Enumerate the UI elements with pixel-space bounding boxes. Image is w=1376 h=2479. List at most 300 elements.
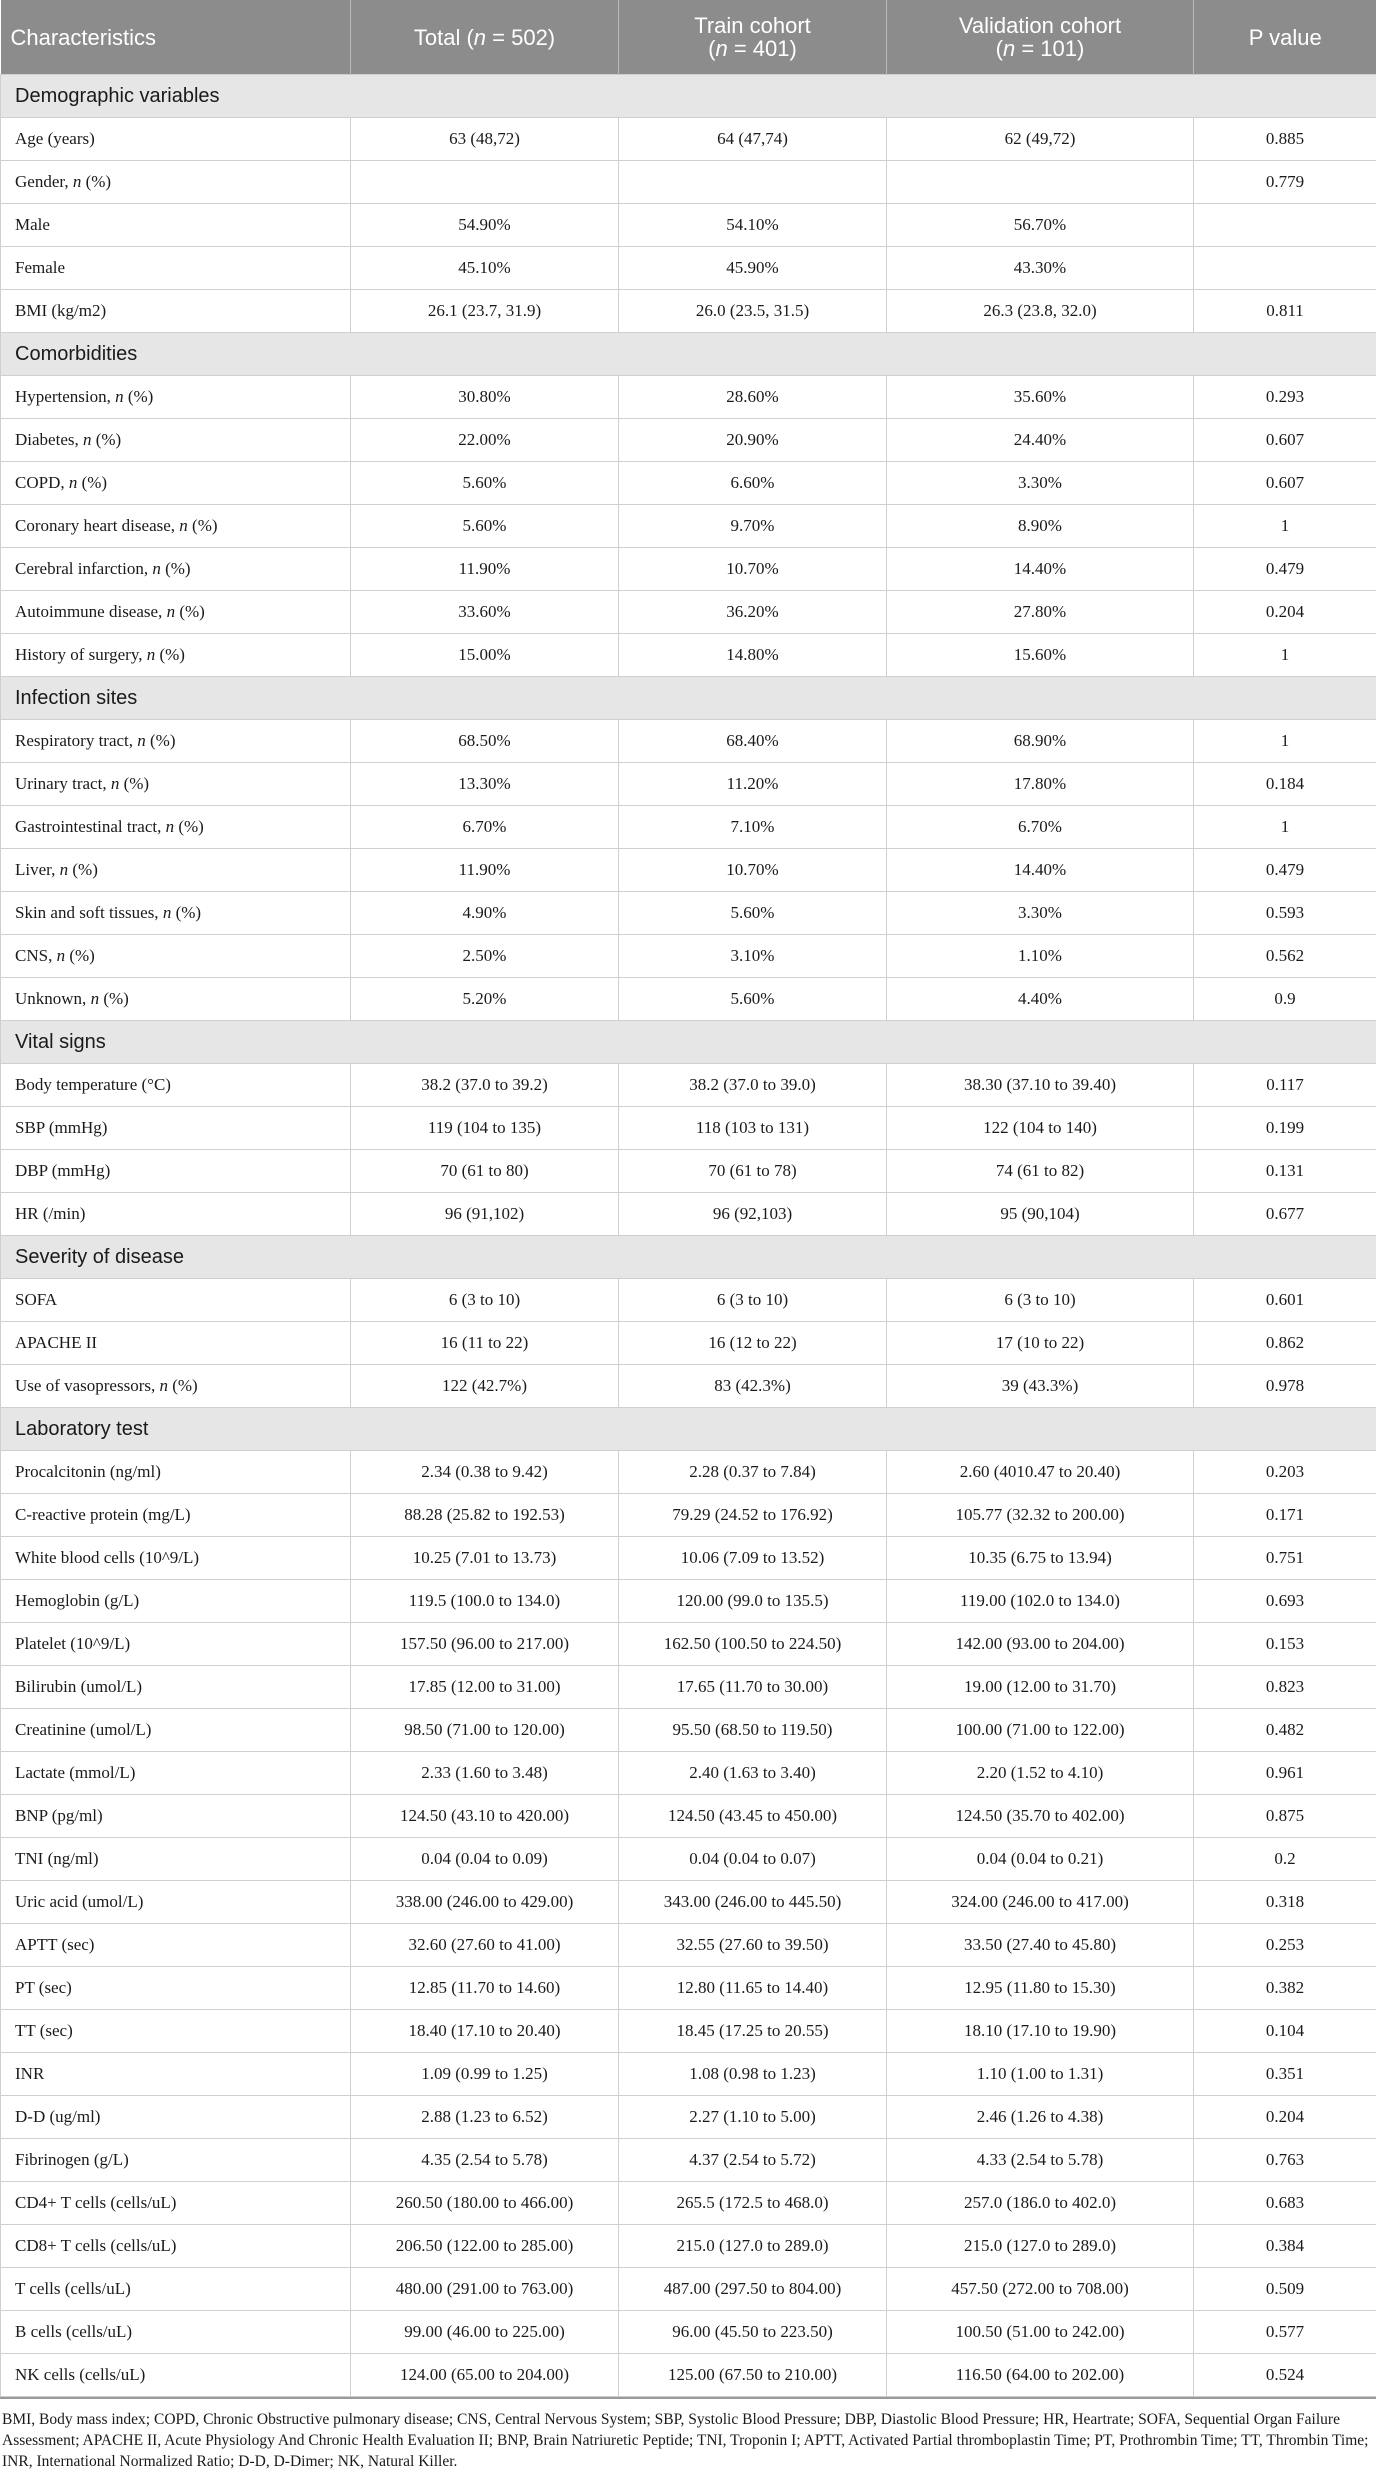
table-row [1, 1580, 1376, 1623]
cell-p-value: 0.203 [1194, 1451, 1376, 1494]
cell-validation: 35.60% [887, 376, 1194, 419]
header-train-line2: (n = 401) [708, 36, 797, 61]
cell-validation: 457.50 (272.00 to 708.00) [887, 2268, 1194, 2311]
cell-p-value: 0.204 [1194, 591, 1376, 634]
cell-validation: 324.00 (246.00 to 417.00) [887, 1881, 1194, 1924]
cell-train: 45.90% [619, 247, 887, 290]
cell-total: 0.04 (0.04 to 0.09) [351, 1838, 619, 1881]
cell-p-value: 1 [1194, 720, 1376, 763]
table-row [1, 376, 1376, 419]
cell-characteristic: Liver, n (%) [1, 849, 351, 892]
cell-characteristic: Procalcitonin (ng/ml) [1, 1451, 351, 1494]
table-row [1, 161, 1376, 204]
cell-total: 11.90% [351, 849, 619, 892]
cell-characteristic: Respiratory tract, n (%) [1, 720, 351, 763]
cell-validation: 4.33 (2.54 to 5.78) [887, 2139, 1194, 2182]
cell-p-value: 0.253 [1194, 1924, 1376, 1967]
header-total: Total (n = 502) [351, 0, 619, 75]
table-row [1, 1107, 1376, 1150]
cell-train: 4.37 (2.54 to 5.72) [619, 2139, 887, 2182]
cell-total: 480.00 (291.00 to 763.00) [351, 2268, 619, 2311]
cell-characteristic: Cerebral infarction, n (%) [1, 548, 351, 591]
cell-characteristic: COPD, n (%) [1, 462, 351, 505]
cell-total: 2.88 (1.23 to 6.52) [351, 2096, 619, 2139]
section-header-row [1, 1408, 1376, 1451]
section-title: Laboratory test [1, 1408, 1376, 1451]
cell-characteristic: Gender, n (%) [1, 161, 351, 204]
section-header-row [1, 75, 1376, 118]
header-validation-line2: (n = 101) [995, 36, 1085, 61]
cell-characteristic: Coronary heart disease, n (%) [1, 505, 351, 548]
cell-p-value: 0.607 [1194, 419, 1376, 462]
cell-validation: 142.00 (93.00 to 204.00) [887, 1623, 1194, 1666]
cell-p-value: 0.509 [1194, 2268, 1376, 2311]
table-row [1, 935, 1376, 978]
cell-p-value: 0.978 [1194, 1365, 1376, 1408]
cell-p-value: 0.204 [1194, 2096, 1376, 2139]
cell-train: 10.70% [619, 548, 887, 591]
cell-characteristic: APACHE II [1, 1322, 351, 1365]
header-train-line1: Train cohort [694, 13, 811, 38]
cell-validation: 19.00 (12.00 to 31.70) [887, 1666, 1194, 1709]
cell-train: 64 (47,74) [619, 118, 887, 161]
cell-p-value: 1 [1194, 634, 1376, 677]
cell-train: 36.20% [619, 591, 887, 634]
table-row [1, 419, 1376, 462]
cell-p-value: 0.384 [1194, 2225, 1376, 2268]
cell-p-value: 0.811 [1194, 290, 1376, 333]
header-p-value: P value [1194, 0, 1376, 75]
cell-p-value: 0.479 [1194, 548, 1376, 591]
cell-total: 6.70% [351, 806, 619, 849]
cell-train: 70 (61 to 78) [619, 1150, 887, 1193]
cell-validation: 12.95 (11.80 to 15.30) [887, 1967, 1194, 2010]
cell-validation: 215.0 (127.0 to 289.0) [887, 2225, 1194, 2268]
cell-characteristic: History of surgery, n (%) [1, 634, 351, 677]
cell-p-value: 0.862 [1194, 1322, 1376, 1365]
cell-total: 88.28 (25.82 to 192.53) [351, 1494, 619, 1537]
cell-p-value: 0.751 [1194, 1537, 1376, 1580]
table-row [1, 1709, 1376, 1752]
table-row [1, 1666, 1376, 1709]
cell-characteristic: SBP (mmHg) [1, 1107, 351, 1150]
cell-total: 68.50% [351, 720, 619, 763]
cell-characteristic: CD4+ T cells (cells/uL) [1, 2182, 351, 2225]
cell-train: 7.10% [619, 806, 887, 849]
cell-total: 2.33 (1.60 to 3.48) [351, 1752, 619, 1795]
cell-characteristic: BNP (pg/ml) [1, 1795, 351, 1838]
cell-validation: 6.70% [887, 806, 1194, 849]
cell-train: 0.04 (0.04 to 0.07) [619, 1838, 887, 1881]
cell-train: 10.06 (7.09 to 13.52) [619, 1537, 887, 1580]
cell-total: 6 (3 to 10) [351, 1279, 619, 1322]
cell-characteristic: B cells (cells/uL) [1, 2311, 351, 2354]
table-row [1, 892, 1376, 935]
cell-characteristic: Urinary tract, n (%) [1, 763, 351, 806]
cell-train: 6 (3 to 10) [619, 1279, 887, 1322]
cell-total: 30.80% [351, 376, 619, 419]
cell-characteristic: CD8+ T cells (cells/uL) [1, 2225, 351, 2268]
cell-validation: 15.60% [887, 634, 1194, 677]
section-title: Comorbidities [1, 333, 1376, 376]
cell-validation [887, 161, 1194, 204]
cell-p-value: 0.104 [1194, 2010, 1376, 2053]
cell-train: 5.60% [619, 978, 887, 1021]
cell-total: 17.85 (12.00 to 31.00) [351, 1666, 619, 1709]
section-header-row [1, 1021, 1376, 1064]
cell-train: 265.5 (172.5 to 468.0) [619, 2182, 887, 2225]
cell-validation: 2.60 (4010.47 to 20.40) [887, 1451, 1194, 1494]
cell-total: 119 (104 to 135) [351, 1107, 619, 1150]
cell-validation: 2.20 (1.52 to 4.10) [887, 1752, 1194, 1795]
cell-validation: 10.35 (6.75 to 13.94) [887, 1537, 1194, 1580]
cell-characteristic: NK cells (cells/uL) [1, 2354, 351, 2397]
cell-p-value: 0.577 [1194, 2311, 1376, 2354]
cell-validation: 27.80% [887, 591, 1194, 634]
cell-p-value [1194, 204, 1376, 247]
cell-train: 14.80% [619, 634, 887, 677]
cell-train: 96 (92,103) [619, 1193, 887, 1236]
cell-characteristic: Autoimmune disease, n (%) [1, 591, 351, 634]
cell-p-value: 0.382 [1194, 1967, 1376, 2010]
cell-p-value: 0.524 [1194, 2354, 1376, 2397]
cell-train: 1.08 (0.98 to 1.23) [619, 2053, 887, 2096]
cell-validation: 62 (49,72) [887, 118, 1194, 161]
section-header-row [1, 1236, 1376, 1279]
cell-p-value: 1 [1194, 806, 1376, 849]
cell-total: 96 (91,102) [351, 1193, 619, 1236]
cell-characteristic: Unknown, n (%) [1, 978, 351, 1021]
cell-p-value: 0.677 [1194, 1193, 1376, 1236]
cell-train: 83 (42.3%) [619, 1365, 887, 1408]
cell-characteristic: Platelet (10^9/L) [1, 1623, 351, 1666]
cell-p-value: 0.693 [1194, 1580, 1376, 1623]
cell-train: 5.60% [619, 892, 887, 935]
cell-p-value [1194, 247, 1376, 290]
cell-total: 206.50 (122.00 to 285.00) [351, 2225, 619, 2268]
cell-train: 125.00 (67.50 to 210.00) [619, 2354, 887, 2397]
cell-total: 5.60% [351, 505, 619, 548]
cell-characteristic: INR [1, 2053, 351, 2096]
cell-characteristic: Skin and soft tissues, n (%) [1, 892, 351, 935]
cell-total: 45.10% [351, 247, 619, 290]
cell-characteristic: DBP (mmHg) [1, 1150, 351, 1193]
cell-p-value: 0.131 [1194, 1150, 1376, 1193]
table-row [1, 1494, 1376, 1537]
table-row [1, 591, 1376, 634]
cell-characteristic: HR (/min) [1, 1193, 351, 1236]
cell-characteristic: Body temperature (°C) [1, 1064, 351, 1107]
table-body [1, 75, 1376, 2397]
cell-total [351, 161, 619, 204]
table-row [1, 2096, 1376, 2139]
cell-total: 18.40 (17.10 to 20.40) [351, 2010, 619, 2053]
cell-p-value: 0.683 [1194, 2182, 1376, 2225]
cell-total: 5.20% [351, 978, 619, 1021]
cell-train: 124.50 (43.45 to 450.00) [619, 1795, 887, 1838]
cell-total: 70 (61 to 80) [351, 1150, 619, 1193]
table-row [1, 634, 1376, 677]
cell-train: 95.50 (68.50 to 119.50) [619, 1709, 887, 1752]
cell-p-value: 0.562 [1194, 935, 1376, 978]
cell-p-value: 0.171 [1194, 1494, 1376, 1537]
table-row [1, 548, 1376, 591]
cell-validation: 17 (10 to 22) [887, 1322, 1194, 1365]
cell-validation: 26.3 (23.8, 32.0) [887, 290, 1194, 333]
header-validation-cohort [887, 0, 1194, 75]
cell-train: 6.60% [619, 462, 887, 505]
cell-total: 260.50 (180.00 to 466.00) [351, 2182, 619, 2225]
cell-total: 38.2 (37.0 to 39.2) [351, 1064, 619, 1107]
table-row [1, 849, 1376, 892]
table-row [1, 290, 1376, 333]
table-row [1, 2354, 1376, 2397]
cell-p-value: 0.779 [1194, 161, 1376, 204]
cell-characteristic: T cells (cells/uL) [1, 2268, 351, 2311]
cell-validation: 8.90% [887, 505, 1194, 548]
cell-train: 79.29 (24.52 to 176.92) [619, 1494, 887, 1537]
cell-p-value: 0.2 [1194, 1838, 1376, 1881]
cell-validation: 14.40% [887, 849, 1194, 892]
cell-validation: 33.50 (27.40 to 45.80) [887, 1924, 1194, 1967]
cell-characteristic: Age (years) [1, 118, 351, 161]
cell-p-value: 0.153 [1194, 1623, 1376, 1666]
section-header-row [1, 333, 1376, 376]
cell-total: 338.00 (246.00 to 429.00) [351, 1881, 619, 1924]
table-row [1, 2053, 1376, 2096]
cell-validation: 74 (61 to 82) [887, 1150, 1194, 1193]
cell-characteristic: Bilirubin (umol/L) [1, 1666, 351, 1709]
cell-characteristic: White blood cells (10^9/L) [1, 1537, 351, 1580]
table-row [1, 2182, 1376, 2225]
cell-validation: 100.50 (51.00 to 242.00) [887, 2311, 1194, 2354]
table-row [1, 204, 1376, 247]
cell-characteristic: APTT (sec) [1, 1924, 351, 1967]
cell-total: 4.35 (2.54 to 5.78) [351, 2139, 619, 2182]
cell-train: 18.45 (17.25 to 20.55) [619, 2010, 887, 2053]
cell-validation: 18.10 (17.10 to 19.90) [887, 2010, 1194, 2053]
cell-train: 32.55 (27.60 to 39.50) [619, 1924, 887, 1967]
table-row [1, 505, 1376, 548]
cell-train: 28.60% [619, 376, 887, 419]
table-row [1, 1150, 1376, 1193]
cell-characteristic: Female [1, 247, 351, 290]
cell-characteristic: Lactate (mmol/L) [1, 1752, 351, 1795]
cell-total: 33.60% [351, 591, 619, 634]
cell-train: 54.10% [619, 204, 887, 247]
cell-p-value: 0.479 [1194, 849, 1376, 892]
cell-validation: 100.00 (71.00 to 122.00) [887, 1709, 1194, 1752]
cell-total: 99.00 (46.00 to 225.00) [351, 2311, 619, 2354]
table-row [1, 1623, 1376, 1666]
cell-train: 68.40% [619, 720, 887, 763]
cell-total: 32.60 (27.60 to 41.00) [351, 1924, 619, 1967]
cell-train: 120.00 (99.0 to 135.5) [619, 1580, 887, 1623]
cell-total: 15.00% [351, 634, 619, 677]
cell-train: 38.2 (37.0 to 39.0) [619, 1064, 887, 1107]
cell-validation: 43.30% [887, 247, 1194, 290]
cell-characteristic: PT (sec) [1, 1967, 351, 2010]
cell-characteristic: D-D (ug/ml) [1, 2096, 351, 2139]
cell-validation: 116.50 (64.00 to 202.00) [887, 2354, 1194, 2397]
cell-total: 11.90% [351, 548, 619, 591]
cell-total: 54.90% [351, 204, 619, 247]
cell-characteristic: Male [1, 204, 351, 247]
cell-p-value: 0.482 [1194, 1709, 1376, 1752]
cell-p-value: 0.293 [1194, 376, 1376, 419]
cell-validation: 95 (90,104) [887, 1193, 1194, 1236]
cell-p-value: 0.885 [1194, 118, 1376, 161]
header-validation-line1: Validation cohort [958, 13, 1122, 38]
cell-characteristic: Hypertension, n (%) [1, 376, 351, 419]
cell-p-value: 0.351 [1194, 2053, 1376, 2096]
table-row [1, 763, 1376, 806]
cell-validation: 105.77 (32.32 to 200.00) [887, 1494, 1194, 1537]
table-row [1, 1279, 1376, 1322]
cell-train: 12.80 (11.65 to 14.40) [619, 1967, 887, 2010]
section-title: Vital signs [1, 1021, 1376, 1064]
cell-train: 9.70% [619, 505, 887, 548]
cell-total: 5.60% [351, 462, 619, 505]
cell-total: 13.30% [351, 763, 619, 806]
cell-validation: 1.10% [887, 935, 1194, 978]
cell-p-value: 1 [1194, 505, 1376, 548]
cell-validation: 119.00 (102.0 to 134.0) [887, 1580, 1194, 1623]
table-row [1, 118, 1376, 161]
cell-train: 11.20% [619, 763, 887, 806]
header-train-cohort [619, 0, 887, 75]
cell-validation: 17.80% [887, 763, 1194, 806]
cell-characteristic: Hemoglobin (g/L) [1, 1580, 351, 1623]
cell-total: 22.00% [351, 419, 619, 462]
table-row [1, 1537, 1376, 1580]
cell-p-value: 0.184 [1194, 763, 1376, 806]
cell-validation: 6 (3 to 10) [887, 1279, 1194, 1322]
cell-p-value: 0.199 [1194, 1107, 1376, 1150]
cell-p-value: 0.601 [1194, 1279, 1376, 1322]
cell-p-value: 0.607 [1194, 462, 1376, 505]
cell-characteristic: Use of vasopressors, n (%) [1, 1365, 351, 1408]
table-footnote: BMI, Body mass index; COPD, Chronic Obstructive pulmonary disease; CNS, Central Nervous System; SBP, Systolic Blood Pressure; DBP, Diastolic Blood Pressure; HR, Heartrate; SOFA, Sequential Organ Failure Assessment; APACHE II, Acute Physiology And Chronic Health Evaluation II; BNP, Brain Natriuretic Peptide; TNI, Troponin I; APTT, Activated Partial thromboplastin Time; PT, Prothrombin Time; TT, Thrombin Time; INR, International Normalized Ratio; D-D, D-Dimer; NK, Natural Killer. [0, 2397, 1376, 2472]
table-header [1, 0, 1376, 75]
cell-train: 487.00 (297.50 to 804.00) [619, 2268, 887, 2311]
table-row [1, 2311, 1376, 2354]
cell-total: 124.00 (65.00 to 204.00) [351, 2354, 619, 2397]
table-row [1, 2225, 1376, 2268]
cell-validation: 4.40% [887, 978, 1194, 1021]
cell-total: 16 (11 to 22) [351, 1322, 619, 1365]
cell-total: 12.85 (11.70 to 14.60) [351, 1967, 619, 2010]
table-row [1, 1365, 1376, 1408]
cell-characteristic: Uric acid (umol/L) [1, 1881, 351, 1924]
section-title: Demographic variables [1, 75, 1376, 118]
cell-p-value: 0.875 [1194, 1795, 1376, 1838]
table-row [1, 1193, 1376, 1236]
cell-total: 4.90% [351, 892, 619, 935]
table-row [1, 720, 1376, 763]
cell-total: 1.09 (0.99 to 1.25) [351, 2053, 619, 2096]
cell-validation: 1.10 (1.00 to 1.31) [887, 2053, 1194, 2096]
table-row [1, 1881, 1376, 1924]
cell-train [619, 161, 887, 204]
header-characteristics: Characteristics [1, 0, 351, 75]
cell-validation: 257.0 (186.0 to 402.0) [887, 2182, 1194, 2225]
table-row [1, 1967, 1376, 2010]
cell-train: 343.00 (246.00 to 445.50) [619, 1881, 887, 1924]
cell-p-value: 0.318 [1194, 1881, 1376, 1924]
table-row [1, 1924, 1376, 1967]
cell-characteristic: Gastrointestinal tract, n (%) [1, 806, 351, 849]
cell-train: 3.10% [619, 935, 887, 978]
cell-p-value: 0.823 [1194, 1666, 1376, 1709]
table-row [1, 2268, 1376, 2311]
cell-validation: 3.30% [887, 892, 1194, 935]
cell-total: 157.50 (96.00 to 217.00) [351, 1623, 619, 1666]
cell-train: 26.0 (23.5, 31.5) [619, 290, 887, 333]
cell-characteristic: BMI (kg/m2) [1, 290, 351, 333]
cell-train: 2.40 (1.63 to 3.40) [619, 1752, 887, 1795]
header-row [1, 0, 1376, 75]
table-row [1, 1322, 1376, 1365]
cell-total: 122 (42.7%) [351, 1365, 619, 1408]
cell-total: 10.25 (7.01 to 13.73) [351, 1537, 619, 1580]
cell-validation: 39 (43.3%) [887, 1365, 1194, 1408]
cell-validation: 68.90% [887, 720, 1194, 763]
cell-validation: 124.50 (35.70 to 402.00) [887, 1795, 1194, 1838]
cell-validation: 3.30% [887, 462, 1194, 505]
cell-train: 16 (12 to 22) [619, 1322, 887, 1365]
cell-p-value: 0.9 [1194, 978, 1376, 1021]
cell-total: 124.50 (43.10 to 420.00) [351, 1795, 619, 1838]
table-row [1, 1838, 1376, 1881]
section-title: Infection sites [1, 677, 1376, 720]
cell-characteristic: Creatinine (umol/L) [1, 1709, 351, 1752]
table-row [1, 247, 1376, 290]
cell-train: 215.0 (127.0 to 289.0) [619, 2225, 887, 2268]
table-row [1, 2010, 1376, 2053]
cell-train: 2.28 (0.37 to 7.84) [619, 1451, 887, 1494]
cell-characteristic: SOFA [1, 1279, 351, 1322]
cell-train: 20.90% [619, 419, 887, 462]
table-row [1, 2139, 1376, 2182]
section-header-row [1, 677, 1376, 720]
cell-validation: 122 (104 to 140) [887, 1107, 1194, 1150]
cell-characteristic: Diabetes, n (%) [1, 419, 351, 462]
section-title: Severity of disease [1, 1236, 1376, 1279]
cell-validation: 38.30 (37.10 to 39.40) [887, 1064, 1194, 1107]
table-row [1, 978, 1376, 1021]
cell-characteristic: C-reactive protein (mg/L) [1, 1494, 351, 1537]
cell-total: 98.50 (71.00 to 120.00) [351, 1709, 619, 1752]
table-row [1, 462, 1376, 505]
cell-train: 2.27 (1.10 to 5.00) [619, 2096, 887, 2139]
cell-validation: 2.46 (1.26 to 4.38) [887, 2096, 1194, 2139]
cell-validation: 14.40% [887, 548, 1194, 591]
table-row [1, 1795, 1376, 1838]
table-row [1, 1064, 1376, 1107]
table-row [1, 806, 1376, 849]
cell-total: 26.1 (23.7, 31.9) [351, 290, 619, 333]
cell-train: 118 (103 to 131) [619, 1107, 887, 1150]
cell-characteristic: TT (sec) [1, 2010, 351, 2053]
cell-train: 162.50 (100.50 to 224.50) [619, 1623, 887, 1666]
cell-train: 10.70% [619, 849, 887, 892]
cell-p-value: 0.593 [1194, 892, 1376, 935]
cell-p-value: 0.763 [1194, 2139, 1376, 2182]
cell-characteristic: CNS, n (%) [1, 935, 351, 978]
cell-total: 119.5 (100.0 to 134.0) [351, 1580, 619, 1623]
cell-total: 63 (48,72) [351, 118, 619, 161]
